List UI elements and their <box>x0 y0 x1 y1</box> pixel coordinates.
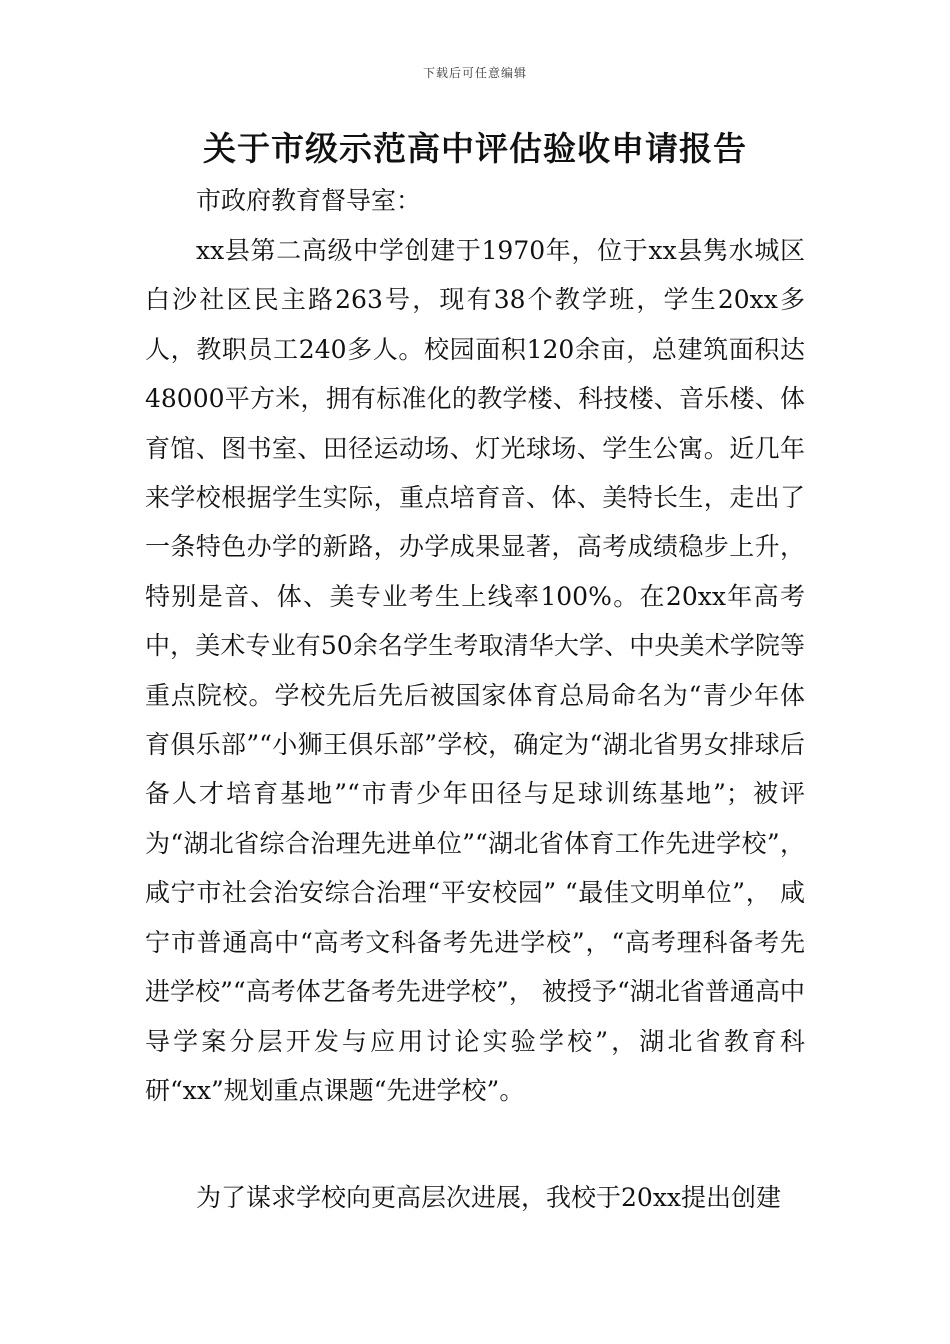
salutation: 市政府教育督导室： <box>196 186 422 215</box>
body-paragraph-1: xx县第二高级中学创建于1970年，位于xx县隽水城区白沙社区民主路263号，现有38个教学班，学生20xx多人，教职员工240多人。校园面积120余亩，总建筑面积达48000平方米，拥有标准化的教学楼、科技楼、音乐楼、体育馆、图书室、田径运动场、灯光球场、学生公寓。近几年来学校根据学生实际，重点培育音、体、美特长生，走出了一条特色办学的新路，办学成果显著，高考成绩稳步上升，特别是音、体、美专业考生上线率100%。在20xx年高考中，美术专业有50余名学生考取清华大学、中央美术学院等重点院校。学校先后先后被国家体育总局命名为“青少年体育俱乐部”“小狮王俱乐部”学校，确定为“湖北省男女排球后备人才培育基地”“市青少年田径与足球训练基地”；被评为“湖北省综合治理先进单位”“湖北省体育工作先进学校”，咸宁市社会治安综合治理“平安校园” “最佳文明单位”， 咸宁市普通高中“高考文科备考先进学校”，“高考理科备考先进学校”“高考体艺备考先进学校”， 被授予“湖北省普通高中导学案分层开发与应用讨论实验学校”，湖北省教育科研“xx”规划重点课题“先进学校”。 <box>145 236 805 1105</box>
header-note: 下载后可任意编辑 <box>422 66 527 80</box>
document-title: 关于市级示范高中评估验收申请报告 <box>203 129 747 168</box>
body-paragraph-2: 为了谋求学校向更高层次进展，我校于20xx提出创建 <box>196 1183 782 1212</box>
